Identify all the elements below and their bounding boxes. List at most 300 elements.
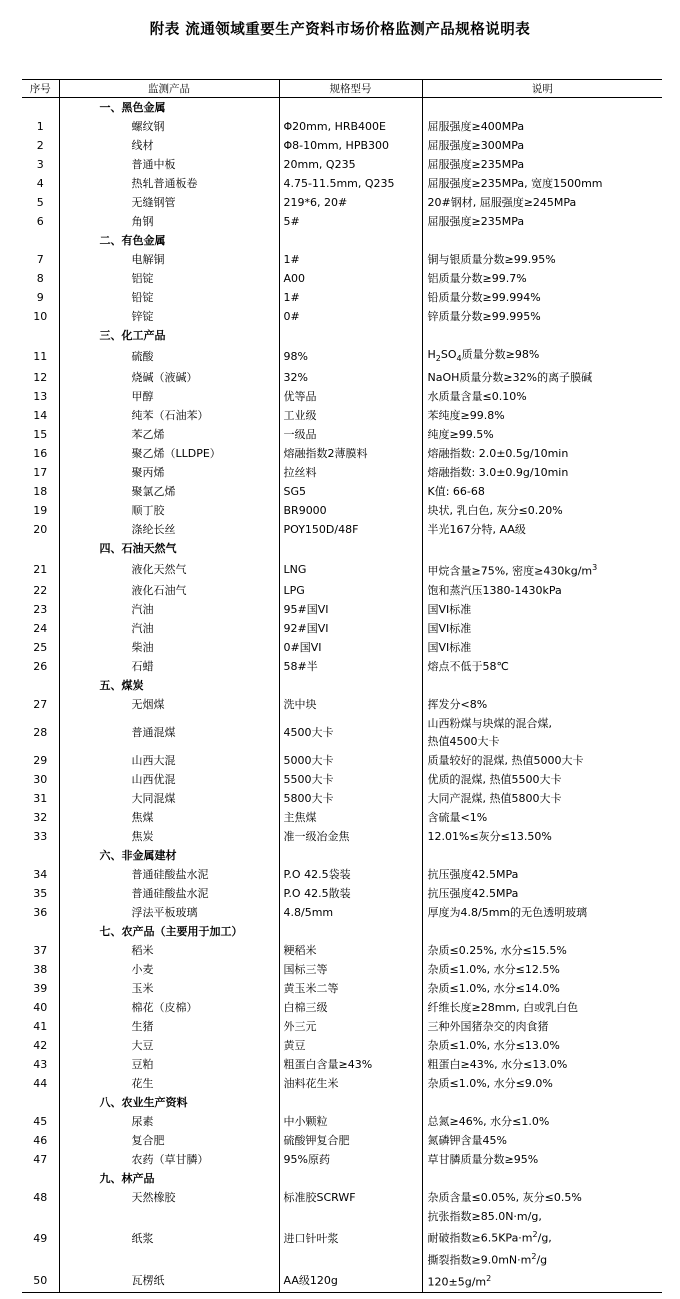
- table-row: [22, 941, 662, 960]
- description: $H_2SO_4$质量分数≥98%: [422, 345, 662, 368]
- product-name: 石蜡: [59, 657, 279, 676]
- product-name: 甲醇: [59, 387, 279, 406]
- spec-value: Φ20mm, HRB400E: [279, 117, 422, 136]
- description: 屈服强度≥235MPa, 宽度1500mm: [422, 174, 662, 193]
- spec-value: 粳稻米: [279, 941, 422, 960]
- table-row: [22, 307, 662, 326]
- description: 含硫量<1%: [422, 808, 662, 827]
- table-row: [22, 865, 662, 884]
- row-number: 32: [33, 810, 48, 824]
- product-name: 铅锭: [59, 288, 279, 307]
- desc-cell: [422, 1169, 662, 1188]
- product-name: 焦炭: [59, 827, 279, 846]
- row-number: 23: [33, 602, 48, 616]
- row-number: 2: [36, 139, 44, 152]
- description: 杂质≤0.25%, 水分≤15.5%: [422, 941, 662, 960]
- spec-value: 219*6, 20#: [279, 193, 422, 212]
- table-row: [22, 193, 662, 212]
- product-name: 聚乙烯（LLDPE）: [59, 444, 279, 463]
- table-row: [22, 789, 662, 808]
- row-number: 22: [33, 583, 48, 597]
- row-number: 1: [36, 120, 44, 133]
- description: 锌质量分数≥99.995%: [422, 307, 662, 326]
- table-row: [22, 1017, 662, 1036]
- table-body: [22, 98, 662, 1293]
- category-label: 六、非金属建材: [59, 846, 279, 865]
- spec-value: 油料花生米: [279, 1074, 422, 1093]
- product-name: 液化天然气: [59, 558, 279, 581]
- row-number: 20: [33, 523, 48, 537]
- category-label: 三、化工产品: [59, 326, 279, 345]
- table-row: [22, 406, 662, 425]
- product-name: 苯乙烯: [59, 425, 279, 444]
- row-number: 25: [33, 640, 48, 654]
- description: 半光167分特, AA级: [422, 520, 662, 539]
- product-name: 浮法平板玻璃: [59, 903, 279, 922]
- spec-value: 4.75-11.5mm, Q235: [279, 174, 422, 193]
- row-number: 21: [33, 563, 48, 577]
- description: 杂质含量≤0.05%, 灰分≤0.5%: [422, 1188, 662, 1207]
- row-number: 4: [36, 177, 44, 190]
- row-number: 47: [33, 1152, 48, 1166]
- spec-cell: [279, 1093, 422, 1112]
- table-row: [22, 155, 662, 174]
- description: 草甘膦质量分数≥95%: [422, 1150, 662, 1169]
- table-row: [22, 695, 662, 714]
- product-name: 纸浆: [59, 1207, 279, 1269]
- spec-value: LPG: [279, 581, 422, 600]
- spec-value: 0#: [279, 307, 422, 326]
- row-number: 46: [33, 1133, 48, 1147]
- spec-value: 58#半: [279, 657, 422, 676]
- description: 纯度≥99.5%: [422, 425, 662, 444]
- table-row: [22, 714, 662, 751]
- row-number: 42: [33, 1038, 48, 1052]
- spec-value: Φ8-10mm, HPB300: [279, 136, 422, 155]
- table-row: [22, 903, 662, 922]
- row-number: 30: [33, 772, 48, 786]
- product-name: 柴油: [59, 638, 279, 657]
- spec-value: LNG: [279, 558, 422, 581]
- description: 饱和蒸汽压1380-1430kPa: [422, 581, 662, 600]
- row-number: 44: [33, 1076, 48, 1090]
- row-number: 31: [33, 791, 48, 805]
- product-name: 焦煤: [59, 808, 279, 827]
- category-row: [22, 922, 662, 941]
- desc-cell: [422, 676, 662, 695]
- category-label: 九、林产品: [59, 1169, 279, 1188]
- row-number-cell: [22, 1093, 59, 1112]
- spec-value: 白棉三级: [279, 998, 422, 1017]
- table-row: [22, 174, 662, 193]
- description: 纤维长度≥28mm, 白或乳白色: [422, 998, 662, 1017]
- product-name: 液化石油气: [59, 581, 279, 600]
- spec-value: 一级品: [279, 425, 422, 444]
- spec-value: 32%: [279, 368, 422, 387]
- description: 氮磷钾含量45%: [422, 1131, 662, 1150]
- description: 杂质≤1.0%, 水分≤9.0%: [422, 1074, 662, 1093]
- product-name: 普通混煤: [59, 714, 279, 751]
- description: NaOH质量分数≥32%的离子膜碱: [422, 368, 662, 387]
- table-row: [22, 884, 662, 903]
- spec-value: 工业级: [279, 406, 422, 425]
- spec-value: 20mm, Q235: [279, 155, 422, 174]
- desc-cell: [422, 231, 662, 250]
- description: 熔融指数: 2.0±0.5g/10min: [422, 444, 662, 463]
- table-row: [22, 581, 662, 600]
- spec-value: 硫酸钾复合肥: [279, 1131, 422, 1150]
- product-name: 瓦楞纸: [59, 1269, 279, 1292]
- spec-value: 4500大卡: [279, 714, 422, 751]
- row-number-cell: [22, 846, 59, 865]
- product-name: 山西大混: [59, 751, 279, 770]
- desc-cell: [422, 326, 662, 345]
- product-name: 大豆: [59, 1036, 279, 1055]
- product-name: 天然橡胶: [59, 1188, 279, 1207]
- table-row: [22, 117, 662, 136]
- product-name: 农药（草甘膦）: [59, 1150, 279, 1169]
- table-row: [22, 657, 662, 676]
- spec-value: 洗中块: [279, 695, 422, 714]
- row-number: 16: [33, 447, 48, 461]
- description: 国VI标准: [422, 638, 662, 657]
- category-row: [22, 98, 662, 118]
- document-title: 附表 流通领域重要生产资料市场价格监测产品规格说明表: [149, 22, 531, 38]
- row-number: 24: [33, 621, 48, 635]
- row-number: 10: [33, 310, 48, 323]
- spec-value: P.O 42.5袋装: [279, 865, 422, 884]
- spec-value: P.O 42.5散装: [279, 884, 422, 903]
- description: 抗张指数≥85.0N·m/g, 耐破指数$\ge 6.5KPa\cdot m^2/g$, 撕裂指数$\ge 9.0mN\cdot m^2/g$: [422, 1207, 662, 1269]
- description: 甲烷含量≥75%, 密度$\ge 430kg/m^3$: [422, 558, 662, 581]
- row-number-cell: [22, 98, 59, 118]
- product-name: 涤纶长丝: [59, 520, 279, 539]
- table-row: [22, 250, 662, 269]
- description: 杂质≤1.0%, 水分≤13.0%: [422, 1036, 662, 1055]
- spec-value: BR9000: [279, 501, 422, 520]
- description: 抗压强度42.5MPa: [422, 865, 662, 884]
- spec-value: 5#: [279, 212, 422, 231]
- table-row: [22, 998, 662, 1017]
- product-name: 烧碱（液碱）: [59, 368, 279, 387]
- spec-value: 熔融指数2薄膜料: [279, 444, 422, 463]
- row-number: 14: [33, 409, 48, 423]
- spec-value: 92#国VI: [279, 619, 422, 638]
- row-number: 34: [33, 867, 48, 881]
- table-row: [22, 638, 662, 657]
- row-number: 13: [33, 390, 48, 404]
- row-number-cell: [22, 922, 59, 941]
- product-name: 普通中板: [59, 155, 279, 174]
- row-number: 9: [36, 291, 44, 304]
- header-spec: 规格型号: [279, 80, 422, 98]
- description: 优质的混煤, 热值5500大卡: [422, 770, 662, 789]
- row-number: 27: [33, 697, 48, 711]
- row-number: 36: [33, 905, 48, 919]
- category-row: [22, 326, 662, 345]
- description: 20#钢材, 屈服强度≥245MPa: [422, 193, 662, 212]
- table-row: [22, 1112, 662, 1131]
- description: 铜与银质量分数≥99.95%: [422, 250, 662, 269]
- spec-cell: [279, 1169, 422, 1188]
- description: 屈服强度≥400MPa: [422, 117, 662, 136]
- spec-value: 准一级冶金焦: [279, 827, 422, 846]
- table-row: [22, 1131, 662, 1150]
- row-number: 7: [36, 253, 44, 266]
- table-row: [22, 463, 662, 482]
- table-row: [22, 1150, 662, 1169]
- description: 杂质≤1.0%, 水分≤14.0%: [422, 979, 662, 998]
- table-row: [22, 619, 662, 638]
- description: 杂质≤1.0%, 水分≤12.5%: [422, 960, 662, 979]
- table-row: [22, 808, 662, 827]
- desc-cell: [422, 846, 662, 865]
- spec-value: 5000大卡: [279, 751, 422, 770]
- row-number: 40: [33, 1000, 48, 1014]
- product-name: 汽油: [59, 619, 279, 638]
- spec-value: 5500大卡: [279, 770, 422, 789]
- spec-value: 95%原药: [279, 1150, 422, 1169]
- product-name: 无缝钢管: [59, 193, 279, 212]
- category-row: [22, 676, 662, 695]
- spec-value: 优等品: [279, 387, 422, 406]
- row-number-cell: [22, 676, 59, 695]
- row-number-cell: [22, 1169, 59, 1188]
- product-name: 普通硅酸盐水泥: [59, 865, 279, 884]
- product-name: 大同混煤: [59, 789, 279, 808]
- row-number: 39: [33, 981, 48, 995]
- table-row: [22, 770, 662, 789]
- desc-cell: [422, 539, 662, 558]
- product-name: 生猪: [59, 1017, 279, 1036]
- description: 抗压强度42.5MPa: [422, 884, 662, 903]
- product-name: 硫酸: [59, 345, 279, 368]
- description: 大同产混煤, 热值5800大卡: [422, 789, 662, 808]
- product-name: 聚丙烯: [59, 463, 279, 482]
- category-label: 四、石油天然气: [59, 539, 279, 558]
- product-name: 螺纹钢: [59, 117, 279, 136]
- row-number-cell: [22, 539, 59, 558]
- header-no: 序号: [22, 80, 59, 98]
- row-number: 48: [33, 1190, 48, 1204]
- product-name: 棉花（皮棉）: [59, 998, 279, 1017]
- spec-value: 中小颗粒: [279, 1112, 422, 1131]
- row-number: 29: [33, 753, 48, 767]
- row-number: 8: [36, 272, 44, 285]
- product-name: 汽油: [59, 600, 279, 619]
- table-row: [22, 979, 662, 998]
- product-name: 纯苯（石油苯）: [59, 406, 279, 425]
- category-label: 一、黑色金属: [59, 98, 279, 118]
- spec-value: 95#国VI: [279, 600, 422, 619]
- table-row: [22, 1055, 662, 1074]
- spec-value: AA级120g: [279, 1269, 422, 1292]
- spec-cell: [279, 846, 422, 865]
- row-number: 5: [36, 196, 44, 209]
- header-desc: 说明: [422, 80, 662, 98]
- spec-value: POY150D/48F: [279, 520, 422, 539]
- description: 国VI标准: [422, 619, 662, 638]
- row-number: 26: [33, 659, 48, 673]
- spec-value: 标准胶SCRWF: [279, 1188, 422, 1207]
- row-number: 45: [33, 1114, 48, 1128]
- spec-cell: [279, 676, 422, 695]
- description: 粗蛋白≥43%, 水分≤13.0%: [422, 1055, 662, 1074]
- spec-value: 黄豆: [279, 1036, 422, 1055]
- description: 熔点不低于58℃: [422, 657, 662, 676]
- description: 国VI标准: [422, 600, 662, 619]
- spec-value: 国标三等: [279, 960, 422, 979]
- product-name: 稻米: [59, 941, 279, 960]
- category-row: [22, 1169, 662, 1188]
- spec-value: 98%: [279, 345, 422, 368]
- spec-cell: [279, 539, 422, 558]
- spec-value: 1#: [279, 288, 422, 307]
- desc-cell: [422, 1093, 662, 1112]
- product-name: 聚氯乙烯: [59, 482, 279, 501]
- table-row: [22, 136, 662, 155]
- product-name: 无烟煤: [59, 695, 279, 714]
- row-number: 18: [33, 485, 48, 499]
- category-row: [22, 231, 662, 250]
- spec-value: 粗蛋白含量≥43%: [279, 1055, 422, 1074]
- spec-table: [22, 79, 662, 1293]
- row-number: 28: [33, 725, 48, 739]
- table-row: [22, 368, 662, 387]
- product-name: 锌锭: [59, 307, 279, 326]
- product-name: 小麦: [59, 960, 279, 979]
- table-row: [22, 1207, 662, 1269]
- table-row: [22, 827, 662, 846]
- description: 三种外国猪杂交的肉食猪: [422, 1017, 662, 1036]
- description: 水质量含量≤0.10%: [422, 387, 662, 406]
- table-row: [22, 501, 662, 520]
- table-row: [22, 387, 662, 406]
- description: 挥发分<8%: [422, 695, 662, 714]
- table-row: [22, 751, 662, 770]
- row-number: 35: [33, 886, 48, 900]
- description: 铝质量分数≥99.7%: [422, 269, 662, 288]
- product-name: 山西优混: [59, 770, 279, 789]
- table-row: [22, 1036, 662, 1055]
- row-number: 50: [33, 1273, 48, 1287]
- row-number: 37: [33, 943, 48, 957]
- description: 屈服强度≥300MPa: [422, 136, 662, 155]
- table-row: [22, 425, 662, 444]
- table-header-row: [22, 80, 662, 98]
- table-row: [22, 212, 662, 231]
- description: 屈服强度≥235MPa: [422, 155, 662, 174]
- row-number: 43: [33, 1057, 48, 1071]
- spec-value: 外三元: [279, 1017, 422, 1036]
- spec-value: A00: [279, 269, 422, 288]
- category-row: [22, 539, 662, 558]
- spec-cell: [279, 98, 422, 118]
- table-row: [22, 345, 662, 368]
- spec-value: 黄玉米二等: [279, 979, 422, 998]
- row-number: 6: [36, 215, 44, 228]
- spec-cell: [279, 231, 422, 250]
- product-name: 热轧普通板卷: [59, 174, 279, 193]
- product-name: 铝锭: [59, 269, 279, 288]
- row-number: 12: [33, 371, 48, 385]
- desc-cell: [422, 922, 662, 941]
- table-row: [22, 558, 662, 581]
- table-row: [22, 288, 662, 307]
- spec-value: 主焦煤: [279, 808, 422, 827]
- table-row: [22, 520, 662, 539]
- row-number: 38: [33, 962, 48, 976]
- description: 厚度为4.8/5mm的无色透明玻璃: [422, 903, 662, 922]
- row-number: 41: [33, 1019, 48, 1033]
- table-row: [22, 482, 662, 501]
- category-label: 七、农产品（主要用于加工）: [59, 922, 279, 941]
- header-product: 监测产品: [59, 80, 279, 98]
- product-name: 复合肥: [59, 1131, 279, 1150]
- description: 屈服强度≥235MPa: [422, 212, 662, 231]
- description: 铅质量分数≥99.994%: [422, 288, 662, 307]
- description: 12.01%≤灰分≤13.50%: [422, 827, 662, 846]
- spec-value: SG5: [279, 482, 422, 501]
- spec-value: 进口针叶浆: [279, 1207, 422, 1269]
- product-name: 顺丁胶: [59, 501, 279, 520]
- description: 苯纯度≥99.8%: [422, 406, 662, 425]
- product-name: 角钢: [59, 212, 279, 231]
- row-number: 15: [33, 428, 48, 442]
- table-row: [22, 1074, 662, 1093]
- row-number-cell: [22, 326, 59, 345]
- table-row: [22, 1269, 662, 1292]
- table-row: [22, 1188, 662, 1207]
- row-number: 11: [33, 350, 48, 364]
- desc-cell: [422, 98, 662, 118]
- spec-value: 拉丝料: [279, 463, 422, 482]
- product-name: 花生: [59, 1074, 279, 1093]
- product-name: 电解铜: [59, 250, 279, 269]
- description: 块状, 乳白色, 灰分≤0.20%: [422, 501, 662, 520]
- table-row: [22, 960, 662, 979]
- spec-cell: [279, 326, 422, 345]
- product-name: 玉米: [59, 979, 279, 998]
- category-label: 二、有色金属: [59, 231, 279, 250]
- spec-cell: [279, 922, 422, 941]
- description: 熔融指数: 3.0±0.9g/10min: [422, 463, 662, 482]
- product-name: 普通硅酸盐水泥: [59, 884, 279, 903]
- row-number-cell: [22, 231, 59, 250]
- description: 质量较好的混煤, 热值5000大卡: [422, 751, 662, 770]
- product-name: 线材: [59, 136, 279, 155]
- description: K值: 66-68: [422, 482, 662, 501]
- spec-value: 0#国VI: [279, 638, 422, 657]
- row-number: 33: [33, 829, 48, 843]
- table-row: [22, 444, 662, 463]
- row-number: 3: [36, 158, 44, 171]
- category-label: 八、农业生产资料: [59, 1093, 279, 1112]
- category-row: [22, 1093, 662, 1112]
- spec-value: 5800大卡: [279, 789, 422, 808]
- row-number: 49: [33, 1231, 48, 1245]
- product-name: 尿素: [59, 1112, 279, 1131]
- table-row: [22, 269, 662, 288]
- description: 总氮≥46%, 水分≤1.0%: [422, 1112, 662, 1131]
- category-label: 五、煤炭: [59, 676, 279, 695]
- spec-value: 1#: [279, 250, 422, 269]
- product-name: 豆粕: [59, 1055, 279, 1074]
- category-row: [22, 846, 662, 865]
- description: $120\pm 5g/m^2$: [422, 1269, 662, 1292]
- description: 山西粉煤与块煤的混合煤, 热值4500大卡: [422, 714, 662, 751]
- table-row: [22, 600, 662, 619]
